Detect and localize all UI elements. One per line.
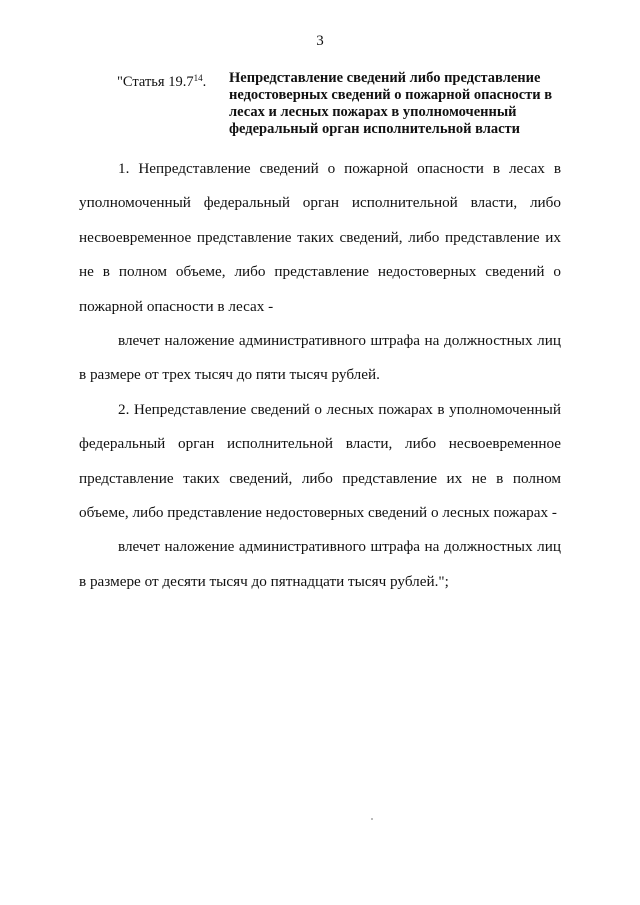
scan-speck bbox=[371, 818, 373, 820]
article-body bbox=[79, 152, 561, 599]
paragraph-penalty-2: влечет наложение административного штрафа на должностных лиц в размере от десяти тысяч до пятнадцати тысяч рублей."; bbox=[79, 538, 561, 590]
article-label-suffix: . bbox=[202, 74, 207, 90]
page-number: 3 bbox=[316, 33, 324, 49]
article-title: Непредставление сведений либо представление недостоверных сведений о пожарной опасности в лесах и лесных пожарах в уполномоченный федеральный орган исполнительной власти bbox=[229, 70, 553, 137]
paragraph-part-2: 2. Непредставление сведений о лесных пожарах в уполномоченный федеральный орган исполнительной власти, либо несвоевременное представление таких сведений, либо представление их не в полном объеме, либо представление недостоверных сведений о лесных пожарах - bbox=[79, 400, 561, 522]
article-label-superscript: 14 bbox=[193, 73, 203, 83]
paragraph-part-1: 1. Непредставление сведений о пожарной опасности в лесах в уполномоченный федеральный орган исполнительной власти, либо несвоевременное представление таких сведений, либо представление их не в полном объеме, либо представление недостоверных сведений о пожарной опасности в лесах - bbox=[79, 160, 561, 315]
article-label bbox=[117, 70, 206, 91]
article-label-text: "Статья 19.7 bbox=[117, 74, 194, 90]
paragraph-penalty-1: влечет наложение административного штрафа на должностных лиц в размере от трех тысяч до пяти тысяч рублей. bbox=[79, 332, 561, 384]
